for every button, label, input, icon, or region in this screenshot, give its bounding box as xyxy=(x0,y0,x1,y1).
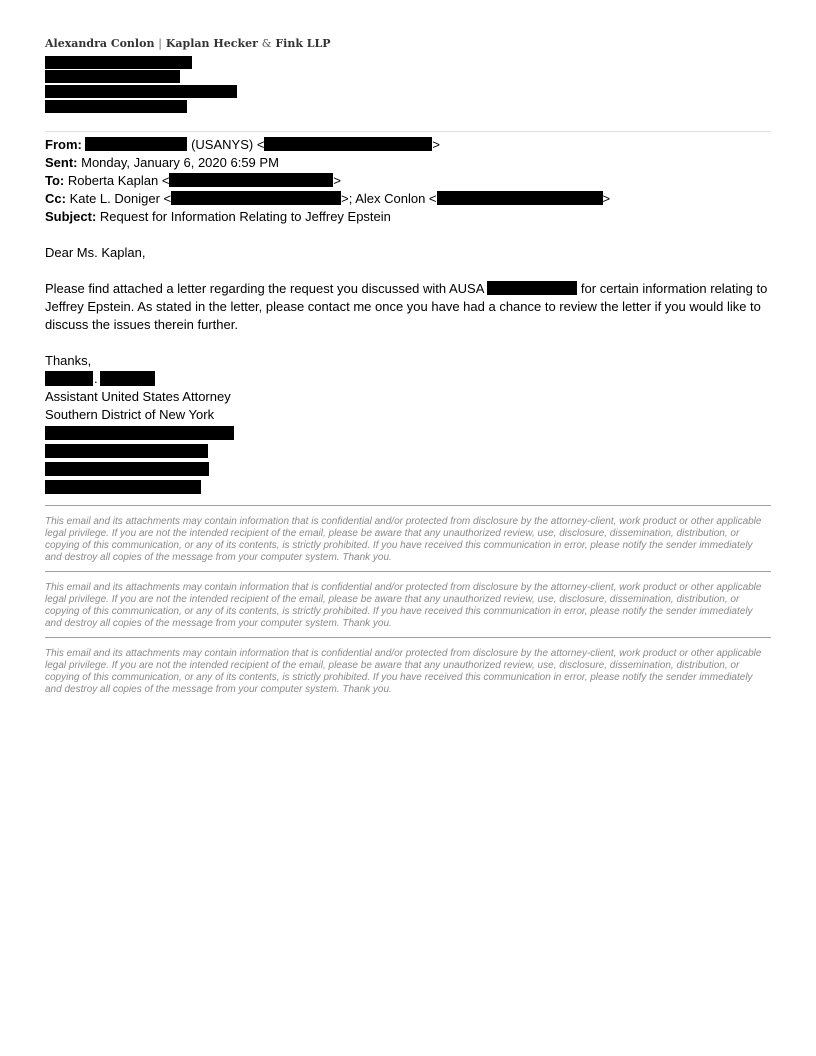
cc-value1: Kate L. Doniger < xyxy=(69,191,172,206)
disclaimer-divider xyxy=(45,505,771,506)
cc-line xyxy=(45,190,610,208)
greeting: Dear Ms. Kaplan, xyxy=(45,245,146,260)
redaction-block xyxy=(45,462,209,476)
disclaimer-divider xyxy=(45,571,771,572)
sent-label: Sent: xyxy=(45,155,78,170)
header-divider xyxy=(45,131,771,132)
redaction-block xyxy=(85,137,187,151)
subject-value: Request for Information Relating to Jeffrey Epstein xyxy=(99,209,391,224)
header-ampersand: & xyxy=(261,37,272,50)
subject-line xyxy=(45,208,391,226)
cc-close: > xyxy=(602,191,611,206)
header-firm-part2: Fink LLP xyxy=(275,37,331,50)
disclaimer-divider xyxy=(45,637,771,638)
from-label: From: xyxy=(45,137,82,152)
signature-dot: . xyxy=(94,371,98,386)
redaction-block xyxy=(437,191,603,205)
to-line xyxy=(45,172,341,190)
body-paragraph xyxy=(45,280,771,334)
cc-label: Cc: xyxy=(45,191,66,206)
firm-header xyxy=(45,37,331,50)
sent-line xyxy=(45,154,279,172)
header-separator: | xyxy=(158,37,163,50)
disclaimer-text: This email and its attachments may contain information that is confidential and/or protected from disclosure by the attorney-client, work product or other applicable legal privilege. If you are not the intended recipient of the email, please be aware that any unauthorized review, use, disclosure, dissemination, distribution, or copying of this communication, or any of its contents, is strictly prohibited. If you have received this communication in error, please notify the sender immediately and destroy all copies of the message from your computer system. Thank you. xyxy=(45,582,762,629)
redaction-block xyxy=(100,371,155,386)
redaction-block xyxy=(45,426,234,440)
header-name: Alexandra Conlon xyxy=(45,37,155,50)
sent-value: Monday, January 6, 2020 6:59 PM xyxy=(81,155,279,170)
header-firm-part1: Kaplan Hecker xyxy=(165,37,258,50)
to-close: > xyxy=(333,173,342,188)
from-line xyxy=(45,136,440,154)
to-label: To: xyxy=(45,173,65,188)
subject-label: Subject: xyxy=(45,209,97,224)
disclaimer-text: This email and its attachments may contain information that is confidential and/or protected from disclosure by the attorney-client, work product or other applicable legal privilege. If you are not the intended recipient of the email, please be aware that any unauthorized review, use, disclosure, dissemination, distribution, or copying of this communication, or any of its contents, is strictly prohibited. If you have received this communication in error, please notify the sender immediately and destroy all copies of the message from your computer system. Thank you. xyxy=(45,648,762,695)
redaction-block xyxy=(45,70,180,83)
signature-office: Southern District of New York xyxy=(45,407,215,422)
disclaimer-text: This email and its attachments may contain information that is confidential and/or protected from disclosure by the attorney-client, work product or other applicable legal privilege. If you are not the intended recipient of the email, please be aware that any unauthorized review, use, disclosure, dissemination, distribution, or copying of this communication, or any of its contents, is strictly prohibited. If you have received this communication in error, please notify the sender immediately and destroy all copies of the message from your computer system. Thank you. xyxy=(45,516,762,563)
closing: Thanks, xyxy=(45,353,92,368)
redaction-block xyxy=(171,191,341,205)
signature-title: Assistant United States Attorney xyxy=(45,389,231,404)
redaction-block xyxy=(169,173,333,187)
from-value: (USANYS) < xyxy=(191,137,265,152)
cc-value2: >; Alex Conlon < xyxy=(341,191,437,206)
redaction-block xyxy=(487,281,577,295)
redaction-block xyxy=(45,444,208,458)
redaction-block xyxy=(264,137,432,151)
body-paragraph-part2: for certain information relating to Jeffrey Epstein. As stated in the letter, please contact me once you have had a chance to review the letter if you would like to discuss the issues therein further. xyxy=(45,281,768,332)
body-paragraph-part1: Please find attached a letter regarding the request you discussed with AUSA xyxy=(45,281,484,296)
redaction-block xyxy=(45,480,201,494)
from-close: > xyxy=(432,137,441,152)
to-value: Roberta Kaplan < xyxy=(67,173,170,188)
redaction-block xyxy=(45,85,237,98)
redaction-block xyxy=(45,371,93,386)
redaction-block xyxy=(45,56,192,69)
redaction-block xyxy=(45,100,187,113)
